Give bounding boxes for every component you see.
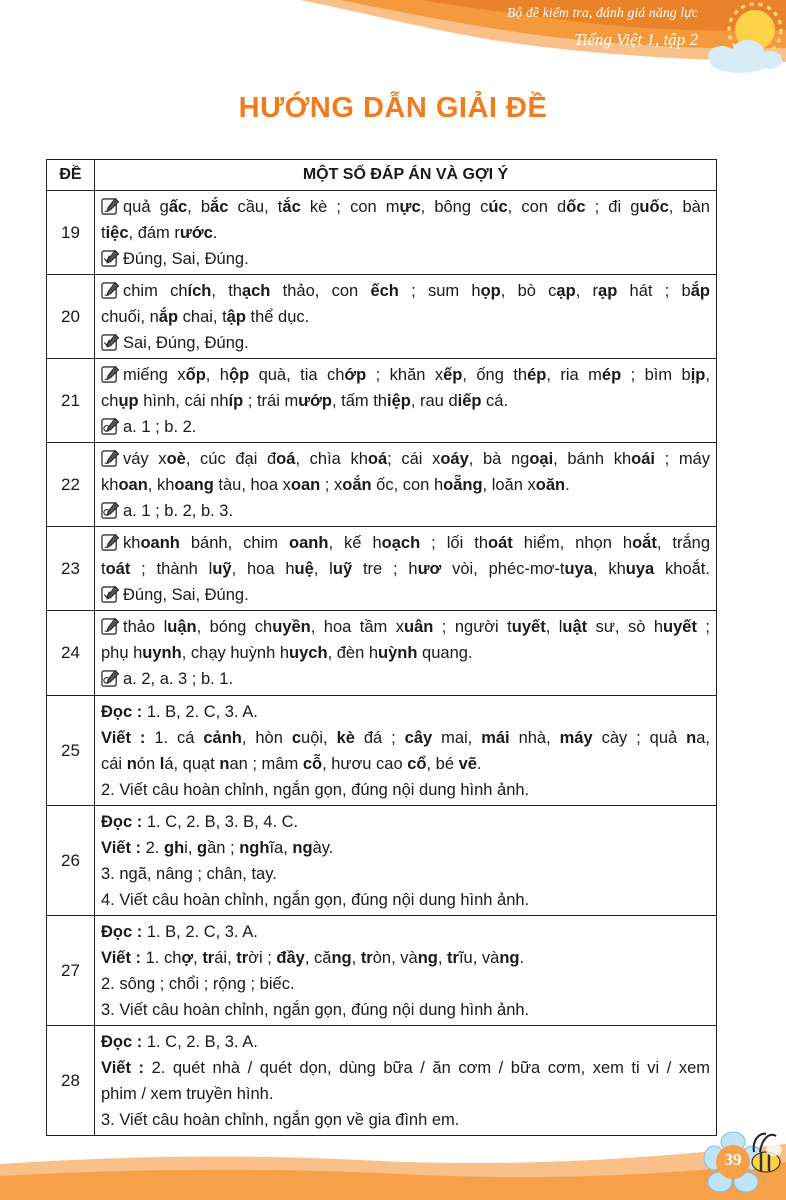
bottom-band bbox=[0, 1104, 786, 1200]
table-row bbox=[47, 527, 717, 611]
answer-line: Đúng, Sai, Đúng. bbox=[101, 582, 710, 608]
header-series: Bộ đề kiểm tra, đánh giá năng lực bbox=[506, 6, 698, 21]
answer-line: Đọc : 1. B, 2. C, 3. A. bbox=[101, 703, 258, 721]
answer-line: Đọc : 1. C, 2. B, 3. A. bbox=[101, 1033, 258, 1051]
page-title: HƯỚNG DẪN GIẢI ĐỀ bbox=[238, 92, 548, 124]
answer-line: thảo luận, bóng chuyền, hoa tầm xuân ; người tuyết, luật sư, sò huyết ; bbox=[101, 614, 710, 640]
answer-line: khoanh bánh, chim oanh, kế hoạch ; lối thoát hiểm, nhọn hoắt, trắng bbox=[101, 530, 710, 556]
answer-line: 2. Viết câu hoàn chỉnh, ngắn gọn, đúng nội dung hình ảnh. bbox=[101, 781, 530, 799]
answer-line: phim / xem truyền hình. bbox=[101, 1085, 274, 1103]
pencil-pick-icon bbox=[101, 417, 120, 436]
answer-line: a. 1 ; b. 2. bbox=[101, 414, 710, 440]
pencil-pick-icon bbox=[101, 501, 120, 520]
pencil-write-icon bbox=[101, 449, 120, 468]
exam-number: 19 bbox=[47, 191, 95, 275]
exam-answers bbox=[95, 916, 717, 1026]
answer-line: 2. sông ; chổi ; rộng ; biếc. bbox=[101, 975, 295, 993]
exam-answers bbox=[95, 806, 717, 916]
answer-line: chuối, nắp chai, tập thể dục. bbox=[101, 308, 310, 326]
header-subject: Tiếng Việt 1, tập 2 bbox=[574, 30, 698, 49]
page-number: 39 bbox=[724, 1150, 742, 1169]
answer-line: váy xoè, cúc đại đoá, chìa khoá; cái xoáy, bà ngoại, bánh khoái ; máy bbox=[101, 446, 710, 472]
table-row bbox=[47, 443, 717, 527]
exam-number: 20 bbox=[47, 275, 95, 359]
col-header-exam: ĐỀ bbox=[47, 160, 95, 191]
exam-answers bbox=[95, 359, 717, 443]
exam-number: 21 bbox=[47, 359, 95, 443]
answer-line: Viết : 1. cá cảnh, hòn cuội, kè đá ; cây mai, mái nhà, máy cày ; quả na, bbox=[101, 729, 710, 747]
col-header-answers: MỘT SỐ ĐÁP ÁN VÀ GỢI Ý bbox=[95, 160, 717, 191]
answer-line: Sai, Đúng, Đúng. bbox=[101, 330, 710, 356]
exam-answers bbox=[95, 275, 717, 359]
answer-line: chim chích, thạch thảo, con ếch ; sum họp, bò cạp, rạp hát ; bắp bbox=[101, 278, 710, 304]
answer-table bbox=[46, 159, 717, 1136]
exam-number: 26 bbox=[47, 806, 95, 916]
table-header-row bbox=[47, 160, 717, 191]
answer-line: 3. Viết câu hoàn chỉnh, ngắn gọn về gia đình em. bbox=[101, 1111, 460, 1129]
exam-number: 28 bbox=[47, 1026, 95, 1136]
table-row bbox=[47, 916, 717, 1026]
exam-number: 25 bbox=[47, 696, 95, 806]
answer-line: Đúng, Sai, Đúng. bbox=[101, 246, 710, 272]
exam-answers bbox=[95, 443, 717, 527]
table-row bbox=[47, 806, 717, 916]
exam-answers bbox=[95, 191, 717, 275]
table-row bbox=[47, 275, 717, 359]
answer-line: a. 2, a. 3 ; b. 1. bbox=[101, 666, 710, 692]
answer-line: phụ huynh, chạy huỳnh huych, đèn huỳnh quang. bbox=[101, 644, 473, 662]
answer-line: 3. ngã, nâng ; chân, tay. bbox=[101, 865, 277, 883]
table-row bbox=[47, 191, 717, 275]
exam-answers bbox=[95, 696, 717, 806]
exam-answers bbox=[95, 527, 717, 611]
answer-line: tiệc, đám rước. bbox=[101, 224, 218, 242]
exam-number: 23 bbox=[47, 527, 95, 611]
answer-line: 4. Viết câu hoàn chỉnh, ngắn gọn, đúng nội dung hình ảnh. bbox=[101, 891, 530, 909]
answer-line: cái nón lá, quạt nan ; mâm cỗ, hươu cao cổ, bé vẽ. bbox=[101, 755, 482, 773]
exam-number: 24 bbox=[47, 611, 95, 696]
answer-line: Đọc : 1. B, 2. C, 3. A. bbox=[101, 923, 258, 941]
answer-line: Viết : 2. ghi, gần ; nghĩa, ngày. bbox=[101, 839, 334, 857]
pencil-mark-icon bbox=[101, 585, 120, 604]
answer-line: chụp hình, cái nhíp ; trái mướp, tấm thiệp, rau diếp cá. bbox=[101, 392, 509, 410]
table-row bbox=[47, 696, 717, 806]
answer-line: 3. Viết câu hoàn chỉnh, ngắn gọn, đúng nội dung hình ảnh. bbox=[101, 1001, 530, 1019]
answer-line: a. 1 ; b. 2, b. 3. bbox=[101, 498, 710, 524]
answer-line: Viết : 2. quét nhà / quét dọn, dùng bữa / ăn cơm / bữa cơm, xem ti vi / xem bbox=[101, 1059, 710, 1077]
pencil-mark-icon bbox=[101, 249, 120, 268]
table-row bbox=[47, 611, 717, 696]
pencil-write-icon bbox=[101, 617, 120, 636]
exam-number: 22 bbox=[47, 443, 95, 527]
answer-line: Đọc : 1. C, 2. B, 3. B, 4. C. bbox=[101, 813, 299, 831]
exam-number: 27 bbox=[47, 916, 95, 1026]
pencil-write-icon bbox=[101, 197, 120, 216]
answer-line: quả gấc, bắc cầu, tắc kè ; con mực, bông cúc, con dốc ; đi guốc, bàn bbox=[101, 194, 710, 220]
pencil-write-icon bbox=[101, 281, 120, 300]
exam-answers bbox=[95, 611, 717, 696]
pencil-write-icon bbox=[101, 365, 120, 384]
pencil-pick-icon bbox=[101, 669, 120, 688]
pencil-mark-icon bbox=[101, 333, 120, 352]
table-row bbox=[47, 359, 717, 443]
answer-line: Viết : 1. chợ, trái, trời ; đầy, căng, tròn, vàng, trĩu, vàng. bbox=[101, 949, 525, 967]
pencil-write-icon bbox=[101, 533, 120, 552]
answer-line: toát ; thành luỹ, hoa huệ, luỹ tre ; hươ vòi, phéc-mơ-tuya, khuya khoắt. bbox=[101, 560, 710, 578]
answer-line: khoan, khoang tàu, hoa xoan ; xoắn ốc, con hoẵng, loăn xoăn. bbox=[101, 476, 570, 494]
answer-line: miếng xốp, hộp quà, tia chớp ; khăn xếp, ống thép, ria mép ; bìm bịp, bbox=[101, 362, 710, 388]
